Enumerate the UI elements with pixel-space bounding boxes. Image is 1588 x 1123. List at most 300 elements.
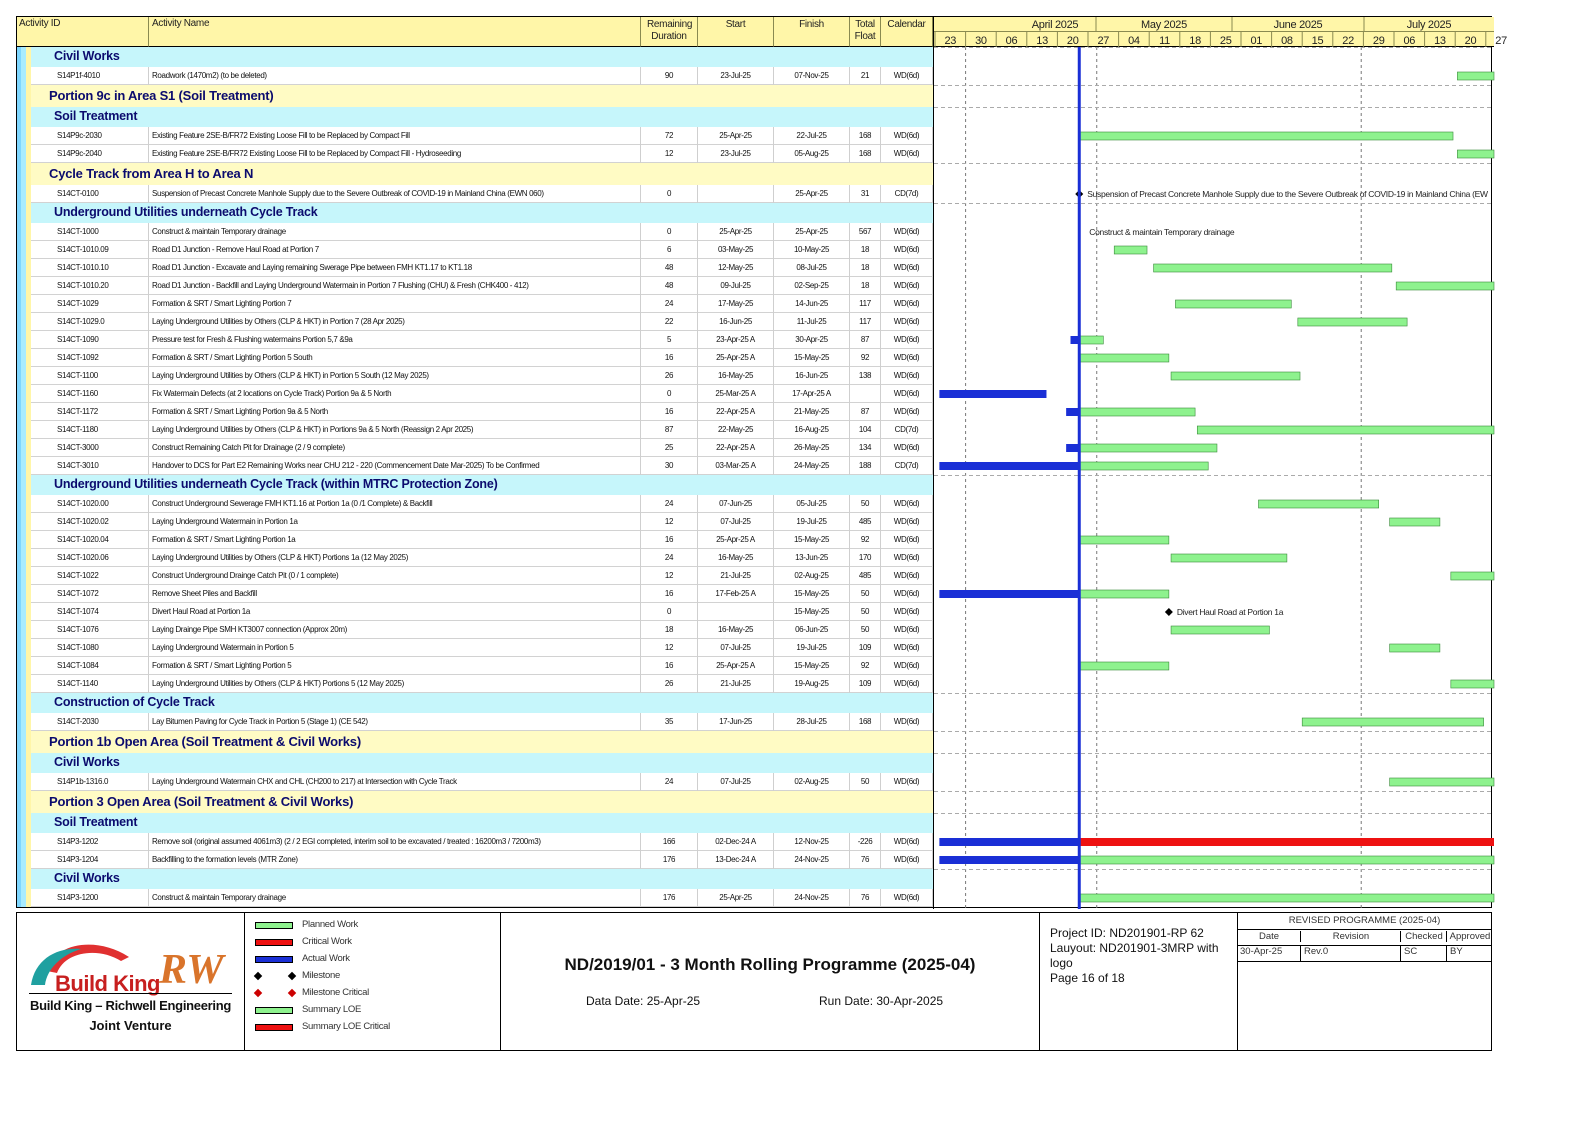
cell-finish: 21-May-25 xyxy=(774,403,850,421)
col-header-remaining-duration-label: Remaining Duration xyxy=(647,19,693,42)
table-row[interactable] xyxy=(17,145,933,163)
cell-activity-name: Fix Watermain Defects (at 2 locations on Cycle Track) Portion 9a & 5 North xyxy=(149,385,641,403)
cell-activity-id: S14CT-1010.10 xyxy=(31,259,149,277)
cell-finish: 19-Aug-25 xyxy=(774,675,850,693)
gantt-bar-actual xyxy=(939,462,1079,470)
gantt-bar-planned xyxy=(1079,408,1195,416)
col-header-activity-id[interactable] xyxy=(17,17,149,47)
legend-swatch xyxy=(255,1024,293,1031)
cell-float: 87 xyxy=(850,331,881,349)
cell-start: 22-May-25 xyxy=(698,421,774,439)
revision-header-revision: Revision xyxy=(1300,931,1401,942)
month-label: July 2025 xyxy=(1406,19,1452,31)
wbs-band-level2[interactable] xyxy=(17,47,933,67)
cell-activity-name: Formation & SRT / Smart Lighting Portion 7 xyxy=(149,295,641,313)
gantt-bar-planned xyxy=(1079,462,1208,470)
wbs-band-level1[interactable] xyxy=(17,163,933,185)
wbs-title: Construction of Cycle Track xyxy=(54,695,215,709)
col-header-start[interactable] xyxy=(698,17,774,47)
cell-activity-id: S14CT-1000 xyxy=(31,223,149,241)
cell-finish: 11-Jul-25 xyxy=(774,313,850,331)
table-row[interactable] xyxy=(17,277,933,295)
cell-start: 16-May-25 xyxy=(698,621,774,639)
table-row[interactable] xyxy=(17,889,933,907)
gantt-bar-planned xyxy=(1451,680,1494,688)
cell-activity-name: Road D1 Junction - Remove Haul Road at Portion 7 xyxy=(149,241,641,259)
cell-activity-id: S14CT-1084 xyxy=(31,657,149,675)
cell-start: 25-Apr-25 xyxy=(698,889,774,907)
gantt-bar-actual xyxy=(939,856,1079,864)
cell-activity-name: Road D1 Junction - Excavate and Laying remaining Swerage Pipe between FMH KT1.17 to KT1.18 xyxy=(149,259,641,277)
cell-float: 76 xyxy=(850,851,881,869)
cell-dur: 26 xyxy=(641,367,698,385)
cell-finish: 22-Jul-25 xyxy=(774,127,850,145)
cell-dur: 12 xyxy=(641,145,698,163)
cell-dur: 0 xyxy=(641,223,698,241)
project-id: Project ID: ND201901-RP 62 xyxy=(1050,926,1204,940)
week-label: 25 xyxy=(1219,35,1232,47)
programme-title: ND/2019/01 - 3 Month Rolling Programme (2025-04) xyxy=(564,955,976,974)
title-block xyxy=(16,912,1492,1051)
cell-finish: 28-Jul-25 xyxy=(774,713,850,731)
cell-cal: CD(7d) xyxy=(881,457,933,475)
legend-milestone-icon xyxy=(254,972,262,980)
table-row[interactable] xyxy=(17,833,933,851)
week-label: 29 xyxy=(1372,35,1385,47)
revision-table xyxy=(1238,929,1492,962)
cell-cal: WD(6d) xyxy=(881,145,933,163)
table-row[interactable] xyxy=(17,259,933,277)
cell-finish: 15-May-25 xyxy=(774,349,850,367)
week-label: 20 xyxy=(1464,35,1477,47)
cell-start: 17-May-25 xyxy=(698,295,774,313)
cell-cal: WD(6d) xyxy=(881,713,933,731)
cell-dur: 6 xyxy=(641,241,698,259)
wbs-band-level1[interactable] xyxy=(17,791,933,813)
table-row[interactable] xyxy=(17,439,933,457)
cell-finish: 15-May-25 xyxy=(774,657,850,675)
cell-float: 31 xyxy=(850,185,881,203)
table-row[interactable] xyxy=(17,585,933,603)
cell-float: 170 xyxy=(850,549,881,567)
table-row[interactable] xyxy=(17,639,933,657)
cell-start: 21-Jul-25 xyxy=(698,567,774,585)
data-date: Data Date: 25-Apr-25 xyxy=(586,994,701,1008)
week-label: 04 xyxy=(1128,35,1140,47)
wbs-title: Portion 9c in Area S1 (Soil Treatment) xyxy=(49,88,274,103)
cell-activity-id: S14CT-1160 xyxy=(31,385,149,403)
legend-milestone-icon xyxy=(254,989,262,997)
revision-header-approved: Approved xyxy=(1446,931,1493,942)
revision-header-checked: Checked xyxy=(1400,931,1447,942)
wbs-title: Civil Works xyxy=(54,755,120,769)
week-label: 22 xyxy=(1342,35,1354,47)
company-logo xyxy=(17,927,245,1007)
cell-float: 50 xyxy=(850,603,881,621)
table-row[interactable] xyxy=(17,185,933,203)
cell-finish: 24-Nov-25 xyxy=(774,889,850,907)
gantt-bar-actual xyxy=(1066,444,1079,452)
cell-cal: WD(6d) xyxy=(881,889,933,907)
legend-swatch xyxy=(255,956,293,963)
gantt-bar-label: Divert Haul Road at Portion 1a xyxy=(1176,607,1284,617)
table-row[interactable] xyxy=(17,385,933,403)
cell-cal: WD(6d) xyxy=(881,675,933,693)
col-header-remaining-duration[interactable] xyxy=(641,17,698,47)
cell-dur: 24 xyxy=(641,295,698,313)
cell-start: 17-Jun-25 xyxy=(698,713,774,731)
cell-activity-name: Laying Underground Watermain in Portion 1a xyxy=(149,513,641,531)
table-row[interactable] xyxy=(17,421,933,439)
cell-activity-name: Roadwork (1470m2) (to be deleted) xyxy=(149,67,641,85)
table-row[interactable] xyxy=(17,657,933,675)
cell-finish: 13-Jun-25 xyxy=(774,549,850,567)
table-row[interactable] xyxy=(17,403,933,421)
cell-activity-name: Laying Underground Watermain in Portion 5 xyxy=(149,639,641,657)
cell-activity-name: Remove soil (original assumed 4061m3) (2 / 2 EGI completed, interim soil to be excavated / treated : 16200m3 / 7200m3) xyxy=(149,833,641,851)
cell-float: 92 xyxy=(850,531,881,549)
table-row[interactable] xyxy=(17,295,933,313)
wbs-title: Underground Utilities underneath Cycle Track (within MTRC Protection Zone) xyxy=(54,477,498,491)
cell-dur: 0 xyxy=(641,185,698,203)
cell-float: 18 xyxy=(850,241,881,259)
cell-finish: 07-Nov-25 xyxy=(774,67,850,85)
week-label: 27 xyxy=(1495,35,1507,47)
cell-cal: WD(6d) xyxy=(881,603,933,621)
week-label: 30 xyxy=(975,35,987,47)
revision-title: REVISED PROGRAMME (2025-04) xyxy=(1288,915,1441,926)
cell-cal: WD(6d) xyxy=(881,513,933,531)
cell-cal: WD(6d) xyxy=(881,241,933,259)
cell-dur: 16 xyxy=(641,403,698,421)
cell-float: 138 xyxy=(850,367,881,385)
gantt-bar-planned xyxy=(1390,644,1440,652)
table-row[interactable] xyxy=(17,223,933,241)
table-row[interactable] xyxy=(17,531,933,549)
cell-activity-id: S14CT-1020.06 xyxy=(31,549,149,567)
cell-dur: 0 xyxy=(641,385,698,403)
cell-start: 16-May-25 xyxy=(698,549,774,567)
col-header-activity-id-label: Activity ID xyxy=(19,18,61,29)
revision-approved: BY xyxy=(1446,946,1494,961)
cell-float: 50 xyxy=(850,773,881,791)
gantt-bar-planned xyxy=(1079,132,1453,140)
cell-cal: WD(6d) xyxy=(881,621,933,639)
cell-activity-name: Suspension of Precast Concrete Manhole Supply due to the Severe Outbreak of COVID-19 in Mainland China (EWN 060) xyxy=(149,185,641,203)
week-label: 08 xyxy=(1281,35,1293,47)
week-label: 06 xyxy=(1403,35,1416,47)
cell-dur: 25 xyxy=(641,439,698,457)
month-label: April 2025 xyxy=(1031,19,1079,31)
gantt-bar-planned xyxy=(1079,536,1169,544)
layout-name: Lauyout: ND201901-3MRP with logo xyxy=(1050,941,1219,970)
cell-cal: WD(6d) xyxy=(881,403,933,421)
cell-float: 50 xyxy=(850,585,881,603)
cell-finish: 17-Apr-25 A xyxy=(774,385,850,403)
cell-dur: 12 xyxy=(641,567,698,585)
wbs-band-level2[interactable] xyxy=(17,107,933,127)
revision-header-date: Date xyxy=(1258,931,1280,942)
cell-activity-id: S14CT-1010.20 xyxy=(31,277,149,295)
cell-start: 07-Jul-25 xyxy=(698,773,774,791)
cell-dur: 0 xyxy=(641,603,698,621)
table-row[interactable] xyxy=(17,241,933,259)
cell-activity-id: S14P3-1202 xyxy=(31,833,149,851)
cell-start: 25-Apr-25 A xyxy=(698,349,774,367)
wbs-band-level2[interactable] xyxy=(17,693,933,713)
cell-start xyxy=(698,185,774,203)
legend-swatch xyxy=(255,939,293,946)
cell-finish: 12-Nov-25 xyxy=(774,833,850,851)
cell-activity-name: Lay Bitumen Paving for Cycle Track in Portion 5 (Stage 1) (CE 542) xyxy=(149,713,641,731)
cell-finish: 05-Aug-25 xyxy=(774,145,850,163)
cell-cal: WD(6d) xyxy=(881,639,933,657)
cell-cal: WD(6d) xyxy=(881,833,933,851)
cell-finish: 25-Apr-25 xyxy=(774,223,850,241)
gantt-bar-label: Construct & maintain Temporary drainage xyxy=(1089,227,1235,237)
legend-label: Summary LOE Critical xyxy=(302,1021,390,1032)
cell-cal: WD(6d) xyxy=(881,531,933,549)
legend-swatch xyxy=(255,922,293,929)
table-row[interactable] xyxy=(17,621,933,639)
cell-activity-id: S14CT-1029.0 xyxy=(31,313,149,331)
gantt-bar-label: Suspension of Precast Concrete Manhole Supply due to the Severe Outbreak of COVID-19 in Mainland China (EW xyxy=(1087,189,1488,199)
cell-float: 485 xyxy=(850,513,881,531)
gantt-bar-actual xyxy=(939,390,1046,398)
cell-activity-id: S14CT-1180 xyxy=(31,421,149,439)
col-header-start-label: Start xyxy=(725,19,746,30)
legend-milestone-icon xyxy=(288,972,296,980)
gantt-bar-planned xyxy=(1114,246,1147,254)
cell-cal: CD(7d) xyxy=(881,421,933,439)
wbs-band-level1[interactable] xyxy=(17,731,933,753)
cell-float: 117 xyxy=(850,313,881,331)
cell-activity-id: S14CT-3000 xyxy=(31,439,149,457)
cell-activity-name: Formation & SRT / Smart Lighting Portion 9a & 5 North xyxy=(149,403,641,421)
gantt-bar-planned xyxy=(1258,500,1378,508)
cell-float: 104 xyxy=(850,421,881,439)
cell-start: 25-Apr-25 xyxy=(698,223,774,241)
cell-activity-name: Construct Underground Drainge Catch Pit (0 / 1 complete) xyxy=(149,567,641,585)
cell-activity-name: Laying Underground Utilities by Others (CLP & HKT) Portions 5 (12 May 2025) xyxy=(149,675,641,693)
cell-start: 13-Dec-24 A xyxy=(698,851,774,869)
cell-float: 117 xyxy=(850,295,881,313)
week-label: 15 xyxy=(1311,35,1324,47)
company-name-line1: Build King – Richwell Engineering xyxy=(29,998,231,1013)
table-row[interactable] xyxy=(17,603,933,621)
cell-dur: 48 xyxy=(641,259,698,277)
wbs-band-level2[interactable] xyxy=(17,753,933,773)
wbs-band-level2[interactable] xyxy=(17,475,933,495)
cell-cal: WD(6d) xyxy=(881,567,933,585)
cell-cal: WD(6d) xyxy=(881,295,933,313)
col-header-total-float[interactable] xyxy=(850,17,881,47)
cell-finish: 24-Nov-25 xyxy=(774,851,850,869)
cell-float: 50 xyxy=(850,495,881,513)
col-header-activity-name[interactable] xyxy=(149,17,641,47)
cell-activity-name: Remove Sheet Piles and Backfill xyxy=(149,585,641,603)
table-row[interactable] xyxy=(17,513,933,531)
gantt-bar-planned xyxy=(1079,856,1494,864)
wbs-title: Underground Utilities underneath Cycle Track xyxy=(54,205,318,219)
col-header-calendar[interactable] xyxy=(881,17,933,47)
wbs-band-level2[interactable] xyxy=(17,813,933,833)
gantt-bar-planned xyxy=(1154,264,1392,272)
gantt-bar-planned xyxy=(1396,282,1494,290)
cell-activity-id: S14P3-1200 xyxy=(31,889,149,907)
cell-float: 168 xyxy=(850,127,881,145)
table-row[interactable] xyxy=(17,549,933,567)
wbs-band-level2[interactable] xyxy=(17,203,933,223)
revision-panel xyxy=(1238,913,1491,1050)
cell-float: -226 xyxy=(850,833,881,851)
cell-start: 23-Apr-25 A xyxy=(698,331,774,349)
logo-mark-text: RW xyxy=(159,947,224,993)
cell-activity-name: Formation & SRT / Smart Lighting Portion 5 xyxy=(149,657,641,675)
wbs-band-level1[interactable] xyxy=(17,85,933,107)
col-header-calendar-label: Calendar xyxy=(887,19,926,30)
cell-cal: WD(6d) xyxy=(881,331,933,349)
cell-activity-id: S14P9c-2040 xyxy=(31,145,149,163)
cell-dur: 16 xyxy=(641,657,698,675)
cell-dur: 12 xyxy=(641,639,698,657)
cell-dur: 16 xyxy=(641,585,698,603)
month-label: June 2025 xyxy=(1273,19,1323,31)
logo-divider xyxy=(29,993,232,994)
milestone-diamond xyxy=(1165,608,1173,616)
cell-activity-id: S14CT-3010 xyxy=(31,457,149,475)
legend-label: Actual Work xyxy=(302,953,350,964)
cell-finish: 02-Sep-25 xyxy=(774,277,850,295)
cell-cal: WD(6d) xyxy=(881,851,933,869)
gantt-bar-planned xyxy=(1302,718,1483,726)
wbs-title: Civil Works xyxy=(54,49,120,63)
cell-start: 25-Apr-25 xyxy=(698,127,774,145)
table-row[interactable] xyxy=(17,851,933,869)
table-row[interactable] xyxy=(17,313,933,331)
cell-activity-id: S14CT-0100 xyxy=(31,185,149,203)
week-label: 01 xyxy=(1250,35,1263,47)
cell-float xyxy=(850,385,881,403)
cell-float: 92 xyxy=(850,657,881,675)
gantt-bar-planned xyxy=(1390,778,1494,786)
table-row[interactable] xyxy=(17,567,933,585)
table-row[interactable] xyxy=(17,675,933,693)
cell-start: 07-Jul-25 xyxy=(698,513,774,531)
cell-activity-name: Laying Underground Utilities by Others (CLP & HKT) in Portion 7 (28 Apr 2025) xyxy=(149,313,641,331)
revision-checked: SC xyxy=(1400,946,1448,961)
cell-start: 22-Apr-25 A xyxy=(698,439,774,457)
legend-label: Milestone Critical xyxy=(302,987,369,998)
cell-start: 12-May-25 xyxy=(698,259,774,277)
cell-float: 109 xyxy=(850,675,881,693)
table-row[interactable] xyxy=(17,713,933,731)
cell-cal: WD(6d) xyxy=(881,657,933,675)
cell-finish: 15-May-25 xyxy=(774,531,850,549)
gantt-bar-actual xyxy=(1066,408,1079,416)
wbs-title: Soil Treatment xyxy=(54,109,138,123)
col-header-finish[interactable] xyxy=(774,17,850,47)
table-row[interactable] xyxy=(17,67,933,85)
week-label: 18 xyxy=(1189,35,1201,47)
cell-activity-id: S14CT-1140 xyxy=(31,675,149,693)
cell-activity-name: Construct Remaining Catch Pit for Drainage (2 / 9 complete) xyxy=(149,439,641,457)
cell-dur: 16 xyxy=(641,349,698,367)
revision-number: Rev.0 xyxy=(1300,946,1402,961)
cell-activity-name: Laying Underground Utilities by Others (CLP & HKT) in Portion 5 South (12 May 2025) xyxy=(149,367,641,385)
logo-panel xyxy=(17,913,245,1050)
cell-activity-name: Existing Feature 2SE-B/FR72 Existing Loose Fill to be Replaced by Compact Fill - Hydroseeding xyxy=(149,145,641,163)
cell-cal: WD(6d) xyxy=(881,277,933,295)
title-panel xyxy=(501,913,1040,1050)
cell-dur: 12 xyxy=(641,513,698,531)
gantt-sheet xyxy=(16,16,1507,908)
gantt-bar-planned xyxy=(1079,662,1169,670)
table-row[interactable] xyxy=(17,457,933,475)
cell-finish: 19-Jul-25 xyxy=(774,513,850,531)
gantt-bar-planned xyxy=(1390,518,1440,526)
cell-finish: 15-May-25 xyxy=(774,603,850,621)
cell-activity-id: S14CT-1020.02 xyxy=(31,513,149,531)
cell-float: 76 xyxy=(850,889,881,907)
gantt-bar-critical xyxy=(1079,838,1494,846)
cell-activity-name: Formation & SRT / Smart Lighting Portion 1a xyxy=(149,531,641,549)
cell-start: 09-Jul-25 xyxy=(698,277,774,295)
col-header-finish-label: Finish xyxy=(799,19,824,30)
gantt-bar-planned xyxy=(1171,554,1287,562)
table-row[interactable] xyxy=(17,495,933,513)
cell-cal: WD(6d) xyxy=(881,349,933,367)
project-info-panel xyxy=(1040,913,1238,1050)
wbs-band-level2[interactable] xyxy=(17,869,933,889)
cell-finish: 26-May-25 xyxy=(774,439,850,457)
cell-finish: 10-May-25 xyxy=(774,241,850,259)
cell-activity-name: Construct & maintain Temporary drainage xyxy=(149,223,641,241)
cell-dur: 16 xyxy=(641,531,698,549)
table-row[interactable] xyxy=(17,349,933,367)
cell-start: 02-Dec-24 A xyxy=(698,833,774,851)
gantt-bar-planned xyxy=(1171,626,1269,634)
cell-finish: 08-Jul-25 xyxy=(774,259,850,277)
cell-activity-id: S14P3-1204 xyxy=(31,851,149,869)
gantt-bar-planned xyxy=(1079,354,1169,362)
logo-brand-text: Build King xyxy=(55,971,160,996)
cell-activity-id: S14CT-1072 xyxy=(31,585,149,603)
cell-cal: WD(6d) xyxy=(881,259,933,277)
cell-start: 23-Jul-25 xyxy=(698,145,774,163)
run-date: Run Date: 30-Apr-2025 xyxy=(819,994,944,1008)
cell-finish: 30-Apr-25 xyxy=(774,331,850,349)
table-row[interactable] xyxy=(17,773,933,791)
cell-dur: 166 xyxy=(641,833,698,851)
cell-start: 16-Jun-25 xyxy=(698,313,774,331)
cell-dur: 24 xyxy=(641,495,698,513)
cell-float: 134 xyxy=(850,439,881,457)
table-row[interactable] xyxy=(17,367,933,385)
cell-cal: WD(6d) xyxy=(881,127,933,145)
wbs-title: Soil Treatment xyxy=(54,815,138,829)
cell-activity-id: S14CT-1020.04 xyxy=(31,531,149,549)
cell-dur: 22 xyxy=(641,313,698,331)
gantt-chart xyxy=(933,17,1507,909)
cell-float: 168 xyxy=(850,145,881,163)
cell-activity-id: S14CT-1090 xyxy=(31,331,149,349)
legend-label: Summary LOE xyxy=(302,1004,361,1015)
table-row[interactable] xyxy=(17,127,933,145)
cell-activity-name: Backfilling to the formation levels (MTR Zone) xyxy=(149,851,641,869)
table-row[interactable] xyxy=(17,331,933,349)
gantt-bar-planned xyxy=(1079,336,1103,344)
